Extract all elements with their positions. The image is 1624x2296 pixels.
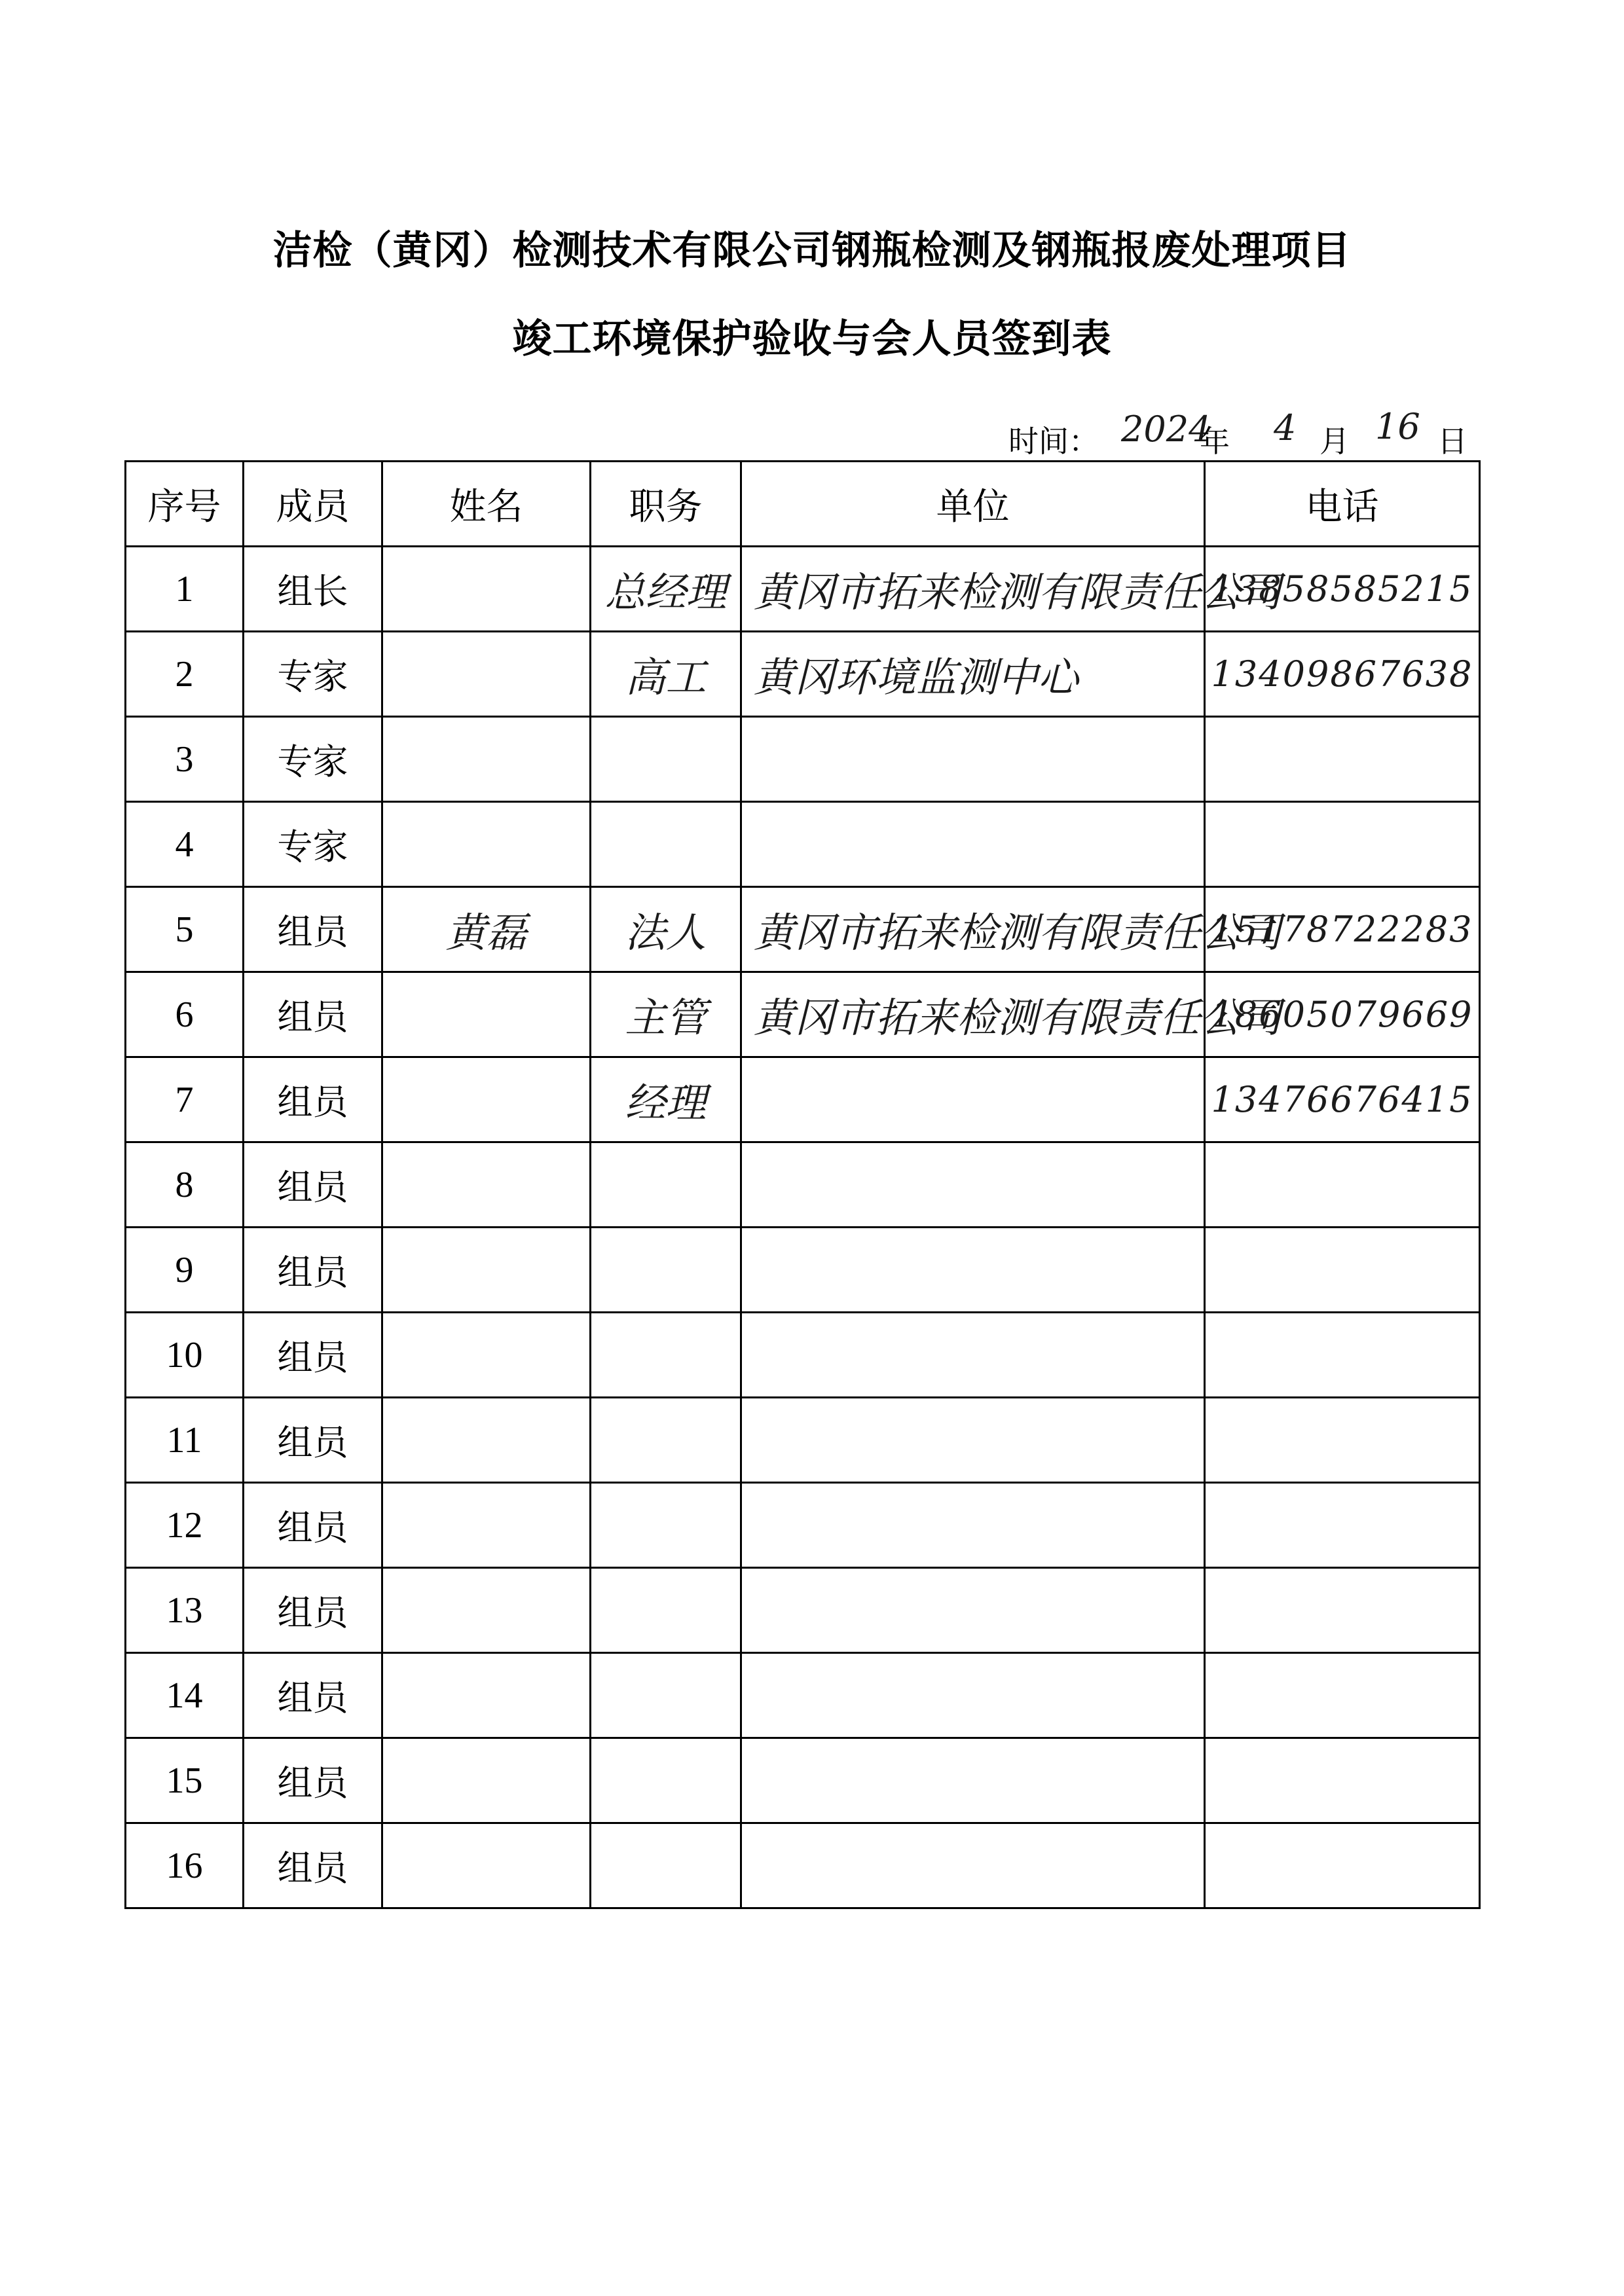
table-row xyxy=(126,972,1480,1057)
row-number-cell: 2 xyxy=(126,632,244,717)
name-signature-cell xyxy=(382,1653,591,1738)
name-signature-cell xyxy=(382,972,591,1057)
unit-cell: 黄冈环境监测中心 xyxy=(741,632,1205,717)
table-row xyxy=(126,1653,1480,1738)
row-number-cell: 13 xyxy=(126,1568,244,1653)
name-signature-cell xyxy=(382,1398,591,1483)
member-role-cell: 专家 xyxy=(244,717,382,802)
member-role-cell: 组员 xyxy=(244,1057,382,1142)
phone-cell xyxy=(1205,1313,1480,1398)
table-row xyxy=(126,1228,1480,1313)
position-cell xyxy=(591,1653,741,1738)
row-number-cell: 15 xyxy=(126,1738,244,1823)
sign-in-table xyxy=(124,460,1481,1909)
table-row xyxy=(126,1483,1480,1568)
member-role-cell: 组员 xyxy=(244,1653,382,1738)
name-signature-cell xyxy=(382,1823,591,1908)
date-day: 16 xyxy=(1375,406,1420,447)
phone-cell xyxy=(1205,1142,1480,1228)
unit-cell: 黄冈市拓来检测有限责任公司 xyxy=(741,547,1205,632)
row-number-cell: 3 xyxy=(126,717,244,802)
position-cell xyxy=(591,1313,741,1398)
name-signature-cell xyxy=(382,1313,591,1398)
unit-cell xyxy=(741,1313,1205,1398)
phone-cell xyxy=(1205,717,1480,802)
phone-cell xyxy=(1205,1653,1480,1738)
row-number-cell: 4 xyxy=(126,802,244,887)
name-signature-cell xyxy=(382,1738,591,1823)
unit-cell xyxy=(741,802,1205,887)
header-cell: 单位 xyxy=(741,462,1205,547)
name-signature-cell xyxy=(382,802,591,887)
unit-cell xyxy=(741,1057,1205,1142)
phone-cell: 13476676415 xyxy=(1205,1057,1480,1142)
unit-cell xyxy=(741,717,1205,802)
date-year: 2024 xyxy=(1121,409,1211,450)
header-cell: 电话 xyxy=(1205,462,1480,547)
name-signature-cell xyxy=(382,1228,591,1313)
unit-cell xyxy=(741,1228,1205,1313)
table-row xyxy=(126,1398,1480,1483)
row-number-cell: 8 xyxy=(126,1142,244,1228)
position-cell xyxy=(591,1738,741,1823)
header-cell: 姓名 xyxy=(382,462,591,547)
name-signature-cell xyxy=(382,1483,591,1568)
table-row xyxy=(126,1313,1480,1398)
row-number-cell: 12 xyxy=(126,1483,244,1568)
phone-cell xyxy=(1205,1483,1480,1568)
unit-cell: 黄冈市拓来检测有限责任公司 xyxy=(741,887,1205,972)
unit-cell xyxy=(741,1653,1205,1738)
row-number-cell: 1 xyxy=(126,547,244,632)
table-row xyxy=(126,1568,1480,1653)
date-line xyxy=(1008,406,1480,464)
position-cell xyxy=(591,802,741,887)
position-cell xyxy=(591,717,741,802)
position-cell xyxy=(591,1142,741,1228)
position-cell: 主管 xyxy=(591,972,741,1057)
phone-cell: 15178722283 xyxy=(1205,887,1480,972)
phone-cell: 13858585215 xyxy=(1205,547,1480,632)
name-signature-cell xyxy=(382,1568,591,1653)
name-signature-cell xyxy=(382,1057,591,1142)
position-cell: 经理 xyxy=(591,1057,741,1142)
table-row xyxy=(126,632,1480,717)
position-cell xyxy=(591,1568,741,1653)
position-cell xyxy=(591,1398,741,1483)
unit-cell xyxy=(741,1568,1205,1653)
phone-cell xyxy=(1205,1228,1480,1313)
position-cell: 高工 xyxy=(591,632,741,717)
header-cell: 序号 xyxy=(126,462,244,547)
name-signature-cell: 黄磊 xyxy=(382,887,591,972)
member-role-cell: 组长 xyxy=(244,547,382,632)
member-role-cell: 专家 xyxy=(244,802,382,887)
table-row xyxy=(126,1823,1480,1908)
row-number-cell: 7 xyxy=(126,1057,244,1142)
phone-cell xyxy=(1205,1738,1480,1823)
member-role-cell: 组员 xyxy=(244,1228,382,1313)
member-role-cell: 专家 xyxy=(244,632,382,717)
phone-cell xyxy=(1205,1823,1480,1908)
document-subtitle: 竣工环境保护验收与会人员签到表 xyxy=(512,316,1112,362)
row-number-cell: 11 xyxy=(126,1398,244,1483)
member-role-cell: 组员 xyxy=(244,1398,382,1483)
row-number-cell: 6 xyxy=(126,972,244,1057)
row-number-cell: 16 xyxy=(126,1823,244,1908)
table-row xyxy=(126,717,1480,802)
phone-cell xyxy=(1205,1398,1480,1483)
member-role-cell: 组员 xyxy=(244,1483,382,1568)
table-row xyxy=(126,1738,1480,1823)
phone-cell xyxy=(1205,802,1480,887)
date-year-unit: 年 xyxy=(1200,424,1230,459)
unit-cell xyxy=(741,1738,1205,1823)
member-role-cell: 组员 xyxy=(244,887,382,972)
table-row xyxy=(126,1142,1480,1228)
unit-cell xyxy=(741,1483,1205,1568)
row-number-cell: 14 xyxy=(126,1653,244,1738)
unit-cell xyxy=(741,1823,1205,1908)
unit-cell xyxy=(741,1142,1205,1228)
phone-cell xyxy=(1205,1568,1480,1653)
table-row xyxy=(126,1057,1480,1142)
position-cell: 法人 xyxy=(591,887,741,972)
unit-cell: 黄冈市拓来检测有限责任公司 xyxy=(741,972,1205,1057)
table-row xyxy=(126,547,1480,632)
row-number-cell: 5 xyxy=(126,887,244,972)
date-month-unit: 月 xyxy=(1320,424,1350,459)
position-cell: 总经理 xyxy=(591,547,741,632)
phone-cell: 13409867638 xyxy=(1205,632,1480,717)
name-signature-cell xyxy=(382,1142,591,1228)
row-number-cell: 10 xyxy=(126,1313,244,1398)
position-cell xyxy=(591,1823,741,1908)
table-row xyxy=(126,802,1480,887)
header-cell: 成员 xyxy=(244,462,382,547)
member-role-cell: 组员 xyxy=(244,1142,382,1228)
position-cell xyxy=(591,1483,741,1568)
name-signature-cell xyxy=(382,547,591,632)
member-role-cell: 组员 xyxy=(244,972,382,1057)
document-title: 洁检（黄冈）检测技术有限公司钢瓶检测及钢瓶报废处理项目 xyxy=(272,228,1352,274)
unit-cell xyxy=(741,1398,1205,1483)
name-signature-cell xyxy=(382,632,591,717)
row-number-cell: 9 xyxy=(126,1228,244,1313)
member-role-cell: 组员 xyxy=(244,1568,382,1653)
member-role-cell: 组员 xyxy=(244,1738,382,1823)
member-role-cell: 组员 xyxy=(244,1313,382,1398)
date-label: 时间： xyxy=(1008,424,1099,459)
table-row xyxy=(126,887,1480,972)
name-signature-cell xyxy=(382,717,591,802)
position-cell xyxy=(591,1228,741,1313)
member-role-cell: 组员 xyxy=(244,1823,382,1908)
table-header-row xyxy=(126,462,1480,547)
date-day-unit: 日 xyxy=(1437,424,1467,459)
phone-cell: 18605079669 xyxy=(1205,972,1480,1057)
header-cell: 职务 xyxy=(591,462,741,547)
date-month: 4 xyxy=(1274,407,1297,448)
